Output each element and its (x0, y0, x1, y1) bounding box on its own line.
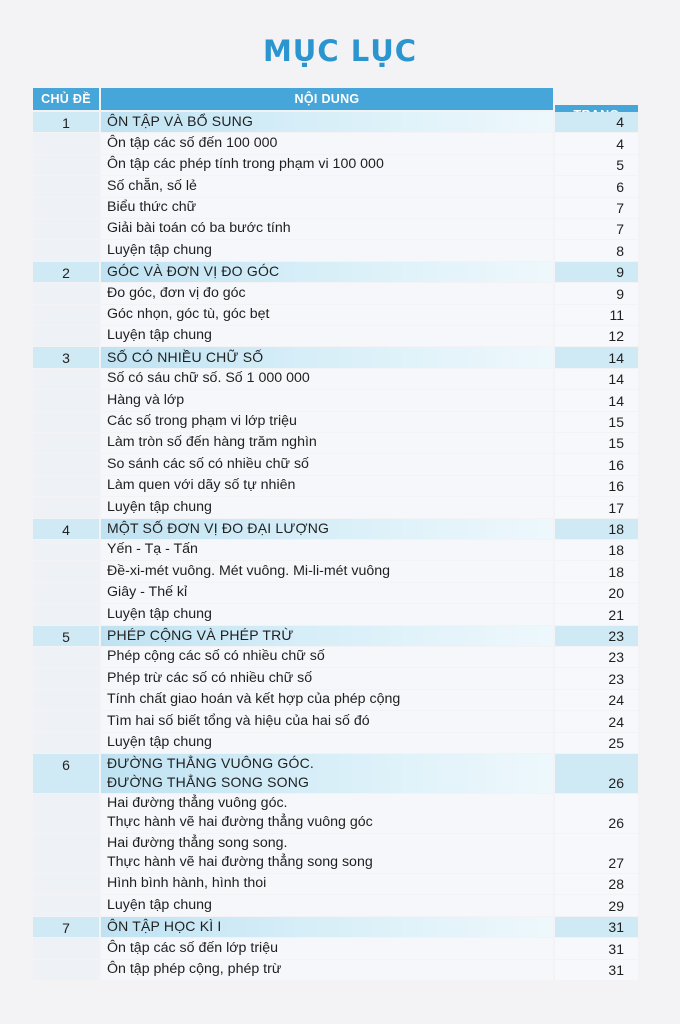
topic-number (33, 668, 99, 688)
topic-number (33, 390, 99, 410)
table-header (33, 88, 638, 110)
topic-number: 6 (33, 754, 99, 793)
content-line: Góc nhọn, góc tù, góc bẹt (107, 305, 270, 322)
lesson-title (101, 668, 553, 688)
page-number: 12 (555, 326, 638, 346)
page-number: 23 (555, 668, 638, 688)
chapter-row (33, 754, 638, 793)
lesson-title (101, 198, 553, 218)
lesson-title (101, 497, 553, 517)
lesson-title (101, 240, 553, 260)
content-line: Biểu thức chữ (107, 198, 197, 215)
lesson-title (101, 711, 553, 731)
lesson-row (33, 476, 638, 496)
lesson-row (33, 540, 638, 560)
lesson-title (101, 690, 553, 710)
topic-number: 1 (33, 112, 99, 132)
chapter-title (101, 626, 553, 646)
lesson-row (33, 283, 638, 303)
topic-number (33, 433, 99, 453)
content-line: Các số trong phạm vi lớp triệu (107, 412, 297, 429)
topic-number (33, 794, 99, 833)
content-line: Hai đường thẳng song song. (107, 835, 288, 851)
content-line: Phép cộng các số có nhiều chữ số (107, 648, 325, 665)
lesson-row (33, 874, 638, 894)
page-number: 24 (555, 690, 638, 710)
page-number: 7 (555, 219, 638, 239)
lesson-title (101, 433, 553, 453)
page-number: 11 (555, 305, 638, 325)
page-number: 9 (555, 283, 638, 303)
topic-number (33, 412, 99, 432)
lesson-row (33, 604, 638, 624)
lesson-title (101, 834, 553, 873)
chapter-title (101, 754, 553, 793)
topic-number (33, 895, 99, 915)
lesson-title (101, 938, 553, 958)
lesson-title (101, 133, 553, 153)
content-line: Hình bình hành, hình thoi (107, 875, 267, 892)
page-number: 20 (555, 583, 638, 603)
content-line: Ôn tập phép cộng, phép trừ (107, 960, 282, 977)
page-number: 14 (555, 347, 638, 367)
page-number: 26 (555, 794, 638, 833)
chapter-title (101, 917, 553, 937)
lesson-title (101, 305, 553, 325)
content-line: Tính chất giao hoán và kết hợp của phép cộng (107, 691, 401, 708)
topic-number (33, 690, 99, 710)
chapter-title (101, 112, 553, 132)
page-number: 24 (555, 711, 638, 731)
topic-number (33, 219, 99, 239)
page-title: MỤC LỤC (262, 34, 418, 68)
content-line: Đề-xi-mét vuông. Mét vuông. Mi-li-mét vuông (107, 562, 391, 579)
content-line: MỘT SỐ ĐƠN VỊ ĐO ĐẠI LƯỢNG (107, 519, 330, 536)
topic-number (33, 283, 99, 303)
topic-number (33, 960, 99, 980)
content-line: PHÉP CỘNG VÀ PHÉP TRỪ (107, 626, 294, 643)
lesson-row (33, 326, 638, 346)
lesson-row (33, 433, 638, 453)
lesson-title (101, 794, 553, 833)
topic-number (33, 938, 99, 958)
lesson-row (33, 369, 638, 389)
lesson-title (101, 604, 553, 624)
topic-number (33, 476, 99, 496)
lesson-row (33, 895, 638, 915)
content-line: Luyện tập chung (107, 241, 212, 258)
lesson-title (101, 960, 553, 980)
page-number: 5 (555, 155, 638, 175)
content-line: Luyện tập chung (107, 498, 212, 515)
content-line: Luyện tập chung (107, 896, 212, 913)
lesson-title (101, 283, 553, 303)
topic-number (33, 874, 99, 894)
lesson-row (33, 690, 638, 710)
page-number: 18 (555, 540, 638, 560)
lesson-title (101, 540, 553, 560)
page-number: 31 (555, 960, 638, 980)
page-number: 4 (555, 112, 638, 132)
page-number: 7 (555, 198, 638, 218)
topic-number: 3 (33, 347, 99, 367)
topic-number: 5 (33, 626, 99, 646)
page-number: 16 (555, 476, 638, 496)
content-line: Tìm hai số biết tổng và hiệu của hai số đó (107, 712, 370, 729)
content-line: Yến - Tạ - Tấn (107, 541, 198, 558)
header-content: NỘI DUNG (101, 88, 553, 110)
content-line: SỐ CÓ NHIỀU CHỮ SỐ (107, 348, 264, 365)
lesson-title (101, 874, 553, 894)
lesson-row (33, 497, 638, 517)
page-number: 16 (555, 454, 638, 474)
content-line-2: ĐƯỜNG THẲNG SONG SONG (107, 774, 310, 790)
topic-number (33, 583, 99, 603)
content-line: Phép trừ các số có nhiều chữ số (107, 669, 313, 686)
content-line: GÓC VÀ ĐƠN VỊ ĐO GÓC (107, 262, 280, 279)
content-line: Ôn tập các phép tính trong phạm vi 100 000 (107, 156, 384, 173)
lesson-row (33, 240, 638, 260)
topic-number (33, 198, 99, 218)
content-line: Giây - Thế kỉ (107, 584, 188, 601)
lesson-title (101, 390, 553, 410)
lesson-row (33, 711, 638, 731)
lesson-row (33, 219, 638, 239)
content-line-2: Thực hành vẽ hai đường thẳng vuông góc (107, 814, 373, 830)
page-number: 4 (555, 133, 638, 153)
lesson-row (33, 454, 638, 474)
topic-number (33, 133, 99, 153)
content-line: Giải bài toán có ba bước tính (107, 220, 291, 237)
lesson-row (33, 305, 638, 325)
page-number: 6 (555, 176, 638, 196)
lesson-title (101, 155, 553, 175)
lesson-row (33, 561, 638, 581)
lesson-title (101, 733, 553, 753)
lesson-title (101, 412, 553, 432)
topic-number: 7 (33, 917, 99, 937)
lesson-row (33, 668, 638, 688)
content-line: Luyện tập chung (107, 733, 212, 750)
content-line: Số chẵn, số lẻ (107, 177, 197, 194)
content-line: Luyện tập chung (107, 605, 212, 622)
page-number: 23 (555, 626, 638, 646)
content-line: ĐƯỜNG THẲNG VUÔNG GÓC. (107, 755, 315, 771)
lesson-title (101, 476, 553, 496)
content-line: ÔN TẬP VÀ BỔ SUNG (107, 113, 254, 130)
topic-number (33, 540, 99, 560)
page-number: 23 (555, 647, 638, 667)
lesson-row (33, 960, 638, 980)
page-number: 17 (555, 497, 638, 517)
chapter-title (101, 519, 553, 539)
table-of-contents (33, 88, 638, 978)
content-line: Đo góc, đơn vị đo góc (107, 284, 246, 301)
page-number: 21 (555, 604, 638, 624)
page-number: 15 (555, 433, 638, 453)
chapter-row (33, 112, 638, 132)
page-number: 29 (555, 895, 638, 915)
chapter-row (33, 262, 638, 282)
lesson-row (33, 938, 638, 958)
topic-number (33, 176, 99, 196)
topic-number (33, 647, 99, 667)
topic-number: 2 (33, 262, 99, 282)
topic-number (33, 604, 99, 624)
lesson-row (33, 583, 638, 603)
lesson-title (101, 326, 553, 346)
lesson-title (101, 561, 553, 581)
page-number: 18 (555, 561, 638, 581)
content-line: Số có sáu chữ số. Số 1 000 000 (107, 370, 310, 387)
content-line: Ôn tập các số đến lớp triệu (107, 939, 278, 956)
lesson-title (101, 219, 553, 239)
page-number: 14 (555, 369, 638, 389)
lesson-title (101, 369, 553, 389)
content-line: ÔN TẬP HỌC KÌ I (107, 917, 222, 934)
lesson-row (33, 647, 638, 667)
topic-number: 4 (33, 519, 99, 539)
header-topic: CHỦ ĐỀ (33, 88, 99, 110)
page-number: 15 (555, 412, 638, 432)
page-number: 28 (555, 874, 638, 894)
topic-number (33, 561, 99, 581)
lesson-row (33, 390, 638, 410)
lesson-row (33, 176, 638, 196)
topic-number (33, 155, 99, 175)
chapter-row (33, 347, 638, 367)
topic-number (33, 369, 99, 389)
content-line: Hàng và lớp (107, 391, 185, 408)
content-line: Hai đường thẳng vuông góc. (107, 795, 288, 811)
topic-number (33, 497, 99, 517)
page-number: 31 (555, 917, 638, 937)
lesson-title (101, 454, 553, 474)
page-number: 27 (555, 834, 638, 873)
topic-number (33, 326, 99, 346)
lesson-row (33, 155, 638, 175)
topic-number (33, 733, 99, 753)
topic-number (33, 240, 99, 260)
content-line: Ôn tập các số đến 100 000 (107, 134, 278, 151)
chapter-title (101, 347, 553, 367)
chapter-row (33, 626, 638, 646)
topic-number (33, 711, 99, 731)
content-line: Làm tròn số đến hàng trăm nghìn (107, 434, 317, 451)
lesson-title (101, 895, 553, 915)
page-number: 26 (555, 754, 638, 793)
page-number: 18 (555, 519, 638, 539)
content-line-2: Thực hành vẽ hai đường thẳng song song (107, 854, 373, 870)
lesson-row (33, 133, 638, 153)
page-number: 25 (555, 733, 638, 753)
lesson-row (33, 412, 638, 432)
lesson-row (33, 733, 638, 753)
page-number: 9 (555, 262, 638, 282)
content-line: So sánh các số có nhiều chữ số (107, 455, 309, 472)
page-number: 31 (555, 938, 638, 958)
page-number: 8 (555, 240, 638, 260)
topic-number (33, 834, 99, 873)
lesson-title (101, 583, 553, 603)
topic-number (33, 454, 99, 474)
chapter-row (33, 917, 638, 937)
lesson-title (101, 647, 553, 667)
lesson-row (33, 794, 638, 833)
chapter-title (101, 262, 553, 282)
content-line: Làm quen với dãy số tự nhiên (107, 477, 296, 494)
page-number: 14 (555, 390, 638, 410)
lesson-row (33, 834, 638, 873)
lesson-row (33, 198, 638, 218)
chapter-row (33, 519, 638, 539)
topic-number (33, 305, 99, 325)
content-line: Luyện tập chung (107, 327, 212, 344)
lesson-title (101, 176, 553, 196)
